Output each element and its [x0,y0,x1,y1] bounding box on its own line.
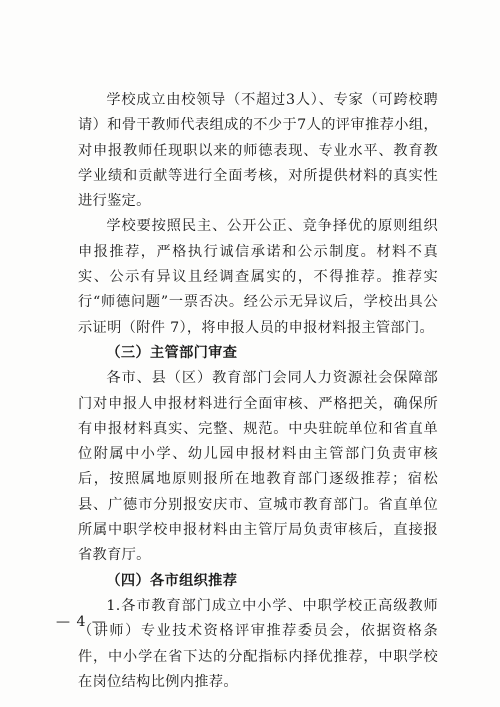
paragraph-city-recommendation: 1.各市教育部门成立中小学、中职学校正高级教师（讲师）专业技术资格评审推荐委员会，依据资格条件，中小学在省下达的分配指标内择优推荐，中职学校在岗位结构比例内推荐。 [78,597,438,690]
paragraph-recommendation-principles: 学校要按照民主、公开公正、竞争择优的原则组织申报推荐，严格执行诚信承诺和公示制度。材料不真实、公示有异议且经调查属实的，不得推荐。推荐实行“师德问题”一票否决。经公示无异议后，学校出具公示证明（附件 7），将申报人员的申报材料报主管部门。 [78,218,438,336]
paragraph-department-review: 各市、县（区）教育部门会同人力资源社会保障部门对申报人申报材料进行全面审核、严格把关，确保所有申报材料真实、完整、规范。中央驻皖单位和省直单位附属中小学、幼儿园申报材料由主管部门负责审核后，按照属地原则报所在地教育部门逐级推荐；宿松县、广德市分别报安庆市、宣城市教育部门。省直单位所属中职学校申报材料由主管厅局负责审核后，直接报省教育厅。 [78,370,438,564]
section-heading-city-recommendation: （四）各市组织推荐 [106,572,238,589]
page-number: — 4 — [56,614,107,630]
document-body [78,88,438,695]
paragraph-review-group: 学校成立由校领导（不超过3人）、专家（可跨校聘请）和骨干教师代表组成的不少于7人的评审推荐小组，对申报教师任现职以来的师德表现、专业水平、教育教学业绩和贡献等进行全面考核，对所提供材料的真实性进行鉴定。 [78,92,438,210]
section-heading-department-review: （三）主管部门审查 [106,344,238,361]
